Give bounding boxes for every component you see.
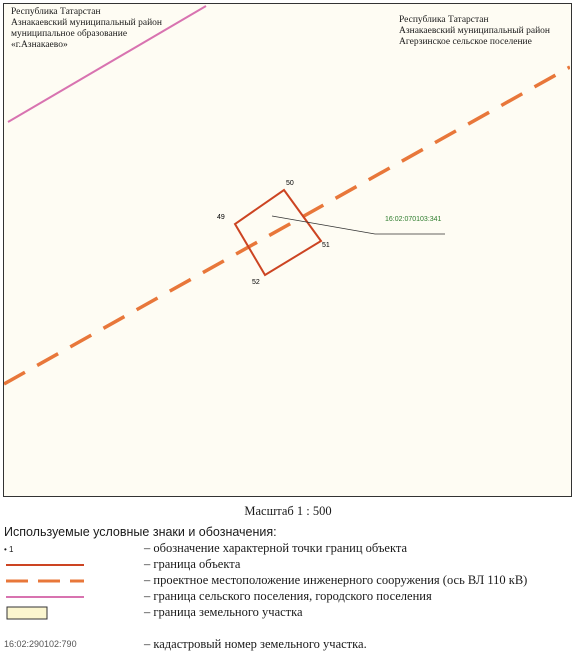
map-frame[interactable] [3,3,572,497]
legend-text: – граница сельского поселения, городского поселения [144,589,432,603]
map-scale: Масштаб 1 : 500 [244,504,332,518]
settlement-boundary-line-icon [4,589,86,605]
map-canvas[interactable] [4,4,570,495]
legend-text: – граница земельного участка [144,605,303,619]
legend-item-cadastral-number [0,637,576,653]
object-boundary-line-icon [4,557,86,573]
point-symbol-icon: • 1 [4,545,14,554]
legend-item-point [0,541,576,557]
cadastral-number-label: 16:02:070103:341 [385,216,442,223]
cadastral-number-sample: 16:02:290102:790 [4,639,77,649]
legend-text: – обозначение характерной точки границ объекта [144,541,408,555]
legend-item-object-boundary [0,557,576,573]
point-label-51: 51 [322,242,330,249]
legend-text: – кадастровый номер земельного участка. [144,637,367,651]
power-line-axis [4,67,570,384]
point-label-49: 49 [217,214,225,221]
legend-item-land-plot [0,605,576,621]
legend-title: Используемые условные знаки и обозначения: [4,525,277,539]
point-label-52: 52 [252,279,260,286]
legend-item-settlement-boundary [0,589,576,605]
power-line-dashed-icon [4,573,86,589]
land-plot-rectangle-icon [4,605,86,621]
point-label-50: 50 [286,180,294,187]
rural-settlement-label: Республика Татарстан Азнакаевский муниципальный район Агерзинское сельское поселение [399,15,550,47]
legend-text: – проектное местоположение инженерного сооружения (ось ВЛ 110 кВ) [144,573,528,587]
legend-text: – граница объекта [144,557,241,571]
municipality-label: Республика Татарстан Азнакаевский муниципальный район муниципальное образование «г.Азнакаево» [11,7,162,50]
legend-item-power-line [0,573,576,589]
